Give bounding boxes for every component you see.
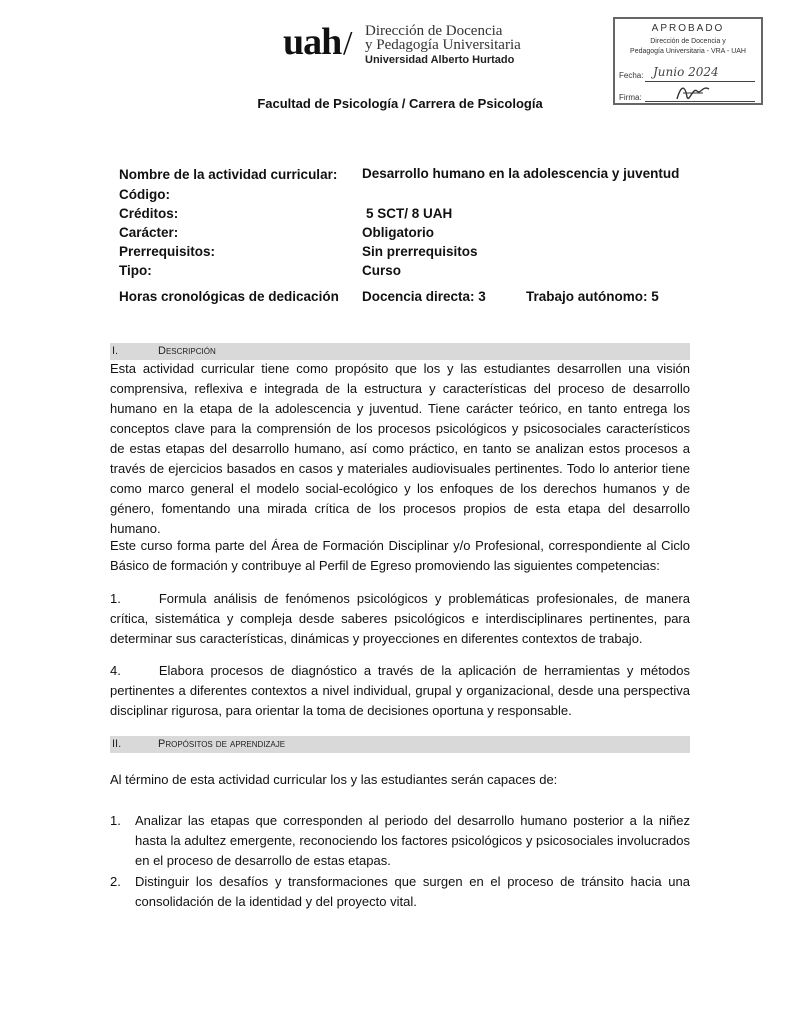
section-number: I. (112, 345, 119, 357)
logo-slash: / (343, 25, 353, 62)
value-caracter: Obligatorio (362, 225, 434, 240)
competency-number: 4. (110, 663, 121, 678)
section-title: Propósitos de aprendizaje (158, 738, 286, 750)
section-title: Descripción (158, 345, 216, 357)
logo-wordmark: uah (283, 21, 342, 63)
logo-line-2: y Pedagogía Universitaria (365, 37, 521, 53)
label-prerrequisitos: Prerrequisitos: (119, 244, 216, 259)
section-number: II. (112, 738, 122, 750)
list-item (110, 811, 690, 871)
list-item-number: 2. (110, 874, 121, 889)
value-docencia-directa: Docencia directa: 3 (362, 289, 486, 304)
stamp-subtitle-2: Pedagogía Universitaria - VRA - UAH (630, 48, 746, 55)
stamp-date-handwritten: Junio 2024 (653, 65, 719, 79)
stamp-title: APROBADO (651, 23, 725, 34)
list-item (110, 872, 690, 912)
value-nombre: Desarrollo humano en la adolescencia y juventud (362, 166, 680, 181)
approval-stamp (613, 17, 763, 105)
label-caracter: Carácter: (119, 225, 179, 240)
value-prerrequisitos: Sin prerrequisitos (362, 244, 478, 259)
label-creditos: Créditos: (119, 206, 179, 221)
competency-text: Formula análisis de fenómenos psicológicos y problemáticas profesionales, de manera crítica, sistemática y compleja desde saberes psicológicos e interdisciplinares pertinentes, para determinar sus características, dinámicas y proyecciones en diferentes contextos de trabajo. (110, 591, 690, 646)
list-item-text: Analizar las etapas que corresponden al periodo del desarrollo humano posterior a la niñez hasta la adultez emergente, reconociendo los factores psicológicos y psicosociales involucrados en el proceso de desarrollo de estas etapas. (135, 813, 690, 868)
section-header-descripcion (110, 343, 690, 360)
competency-item-4 (110, 661, 690, 721)
logo-line-3: Universidad Alberto Hurtado (365, 54, 515, 66)
description-paragraph-1: Esta actividad curricular tiene como propósito que los y las estudiantes desarrollen una visión comprensiva, reflexiva e integrada de la estructura y características del proceso de desarrollo humano en la etapa de la adolescencia y juventud. Tiene carácter teórico, en tanto entrega los conceptos clave para la comprensión de los procesos psicológicos y psicosociales característicos de estas etapas del desarrollo humano, así como práctico, en tanto se analizan estos procesos a través de ejercicios basados en casos y materiales audiovisuales pertinentes. Todo lo anterior tiene como marco general el modelo social-ecológico y los enfoques de los derechos humanos y de género, fomentando una mirada crítica de los procesos propios de esta etapa del desarrollo humano. (110, 361, 690, 536)
competency-number: 1. (110, 591, 121, 606)
label-horas: Horas cronológicas de dedicación (119, 289, 339, 304)
stamp-subtitle-1: Dirección de Docencia y (650, 38, 726, 45)
section-header-propositos (110, 736, 690, 753)
value-creditos: 5 SCT/ 8 UAH (366, 206, 453, 221)
value-tipo: Curso (362, 263, 402, 278)
list-item-number: 1. (110, 813, 121, 828)
logo-line-1: Dirección de Docencia (365, 23, 503, 39)
stamp-date-label: Fecha: (619, 71, 644, 80)
value-trabajo-autonomo: Trabajo autónomo: 5 (526, 289, 659, 304)
stamp-signature-label: Firma: (619, 93, 642, 102)
list-item-text: Distinguir los desafíos y transformaciones que surgen en el proceso de tránsito hacia una consolidación de la identidad y del proyecto vital. (135, 874, 690, 909)
label-nombre: Nombre de la actividad curricular: (119, 167, 338, 182)
label-tipo: Tipo: (119, 263, 152, 278)
faculty-title: Facultad de Psicología / Carrera de Psicología (257, 96, 543, 111)
propositos-intro: Al término de esta actividad curricular los y las estudiantes serán capaces de: (110, 772, 558, 787)
description-paragraph-2: Este curso forma parte del Área de Formación Disciplinar y/o Profesional, correspondiente al Ciclo Básico de formación y contribuye al Perfil de Egreso promoviendo las siguientes competencias: (110, 538, 690, 573)
competency-text: Elabora procesos de diagnóstico a través de la aplicación de herramientas y métodos pertinentes a diferentes contextos a nivel individual, grupal y organizacional, desde una perspectiva disciplinar rigurosa, para orientar la toma de decisiones oportuna y responsable. (110, 663, 690, 718)
label-codigo: Código: (119, 187, 170, 202)
competency-item-1 (110, 589, 690, 649)
